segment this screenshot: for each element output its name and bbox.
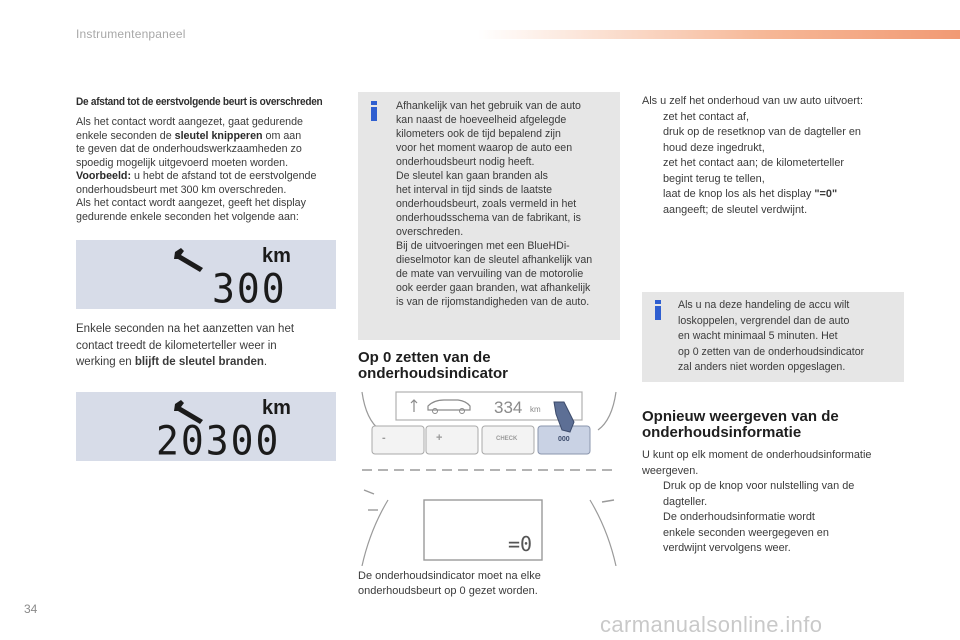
text-line: onderhoudsbeurt met 300 km overschreden. [76,183,287,196]
text-line: U kunt op elk moment de onderhoudsinformatie [642,449,872,461]
text-line: overschreden. [396,226,464,238]
list-item [642,479,912,557]
heading-line: Opnieuw weergeven van de [642,408,839,425]
heading-line: onderhoudsinformatie [642,424,802,441]
text-line: de mate van vervuiling van de motorolie [396,268,584,280]
text-line: Als het contact wordt aangezet, geeft het display [76,197,306,209]
text-line: zet het contact af, [663,110,749,123]
text-line: Bij de uitvoeringen met een BlueHDi- [396,240,570,252]
text-line: ook eerder gaan branden, wat afhankelijk [396,282,591,294]
wrench-icon [172,246,208,274]
info-icon [655,300,661,320]
section-heading-reset [358,350,508,382]
text-line: verdwijnt vervolgens weer. [663,542,791,554]
odometer-reading: 334 [494,398,523,417]
lcd-display-odometer [76,392,336,465]
heading-line: onderhoudsindicator [358,365,508,382]
text-line: kan naast de hoeveelheid afgelegde [396,114,567,126]
text-line: onderhoudsbeurt, zoals vermeld in het [396,198,577,210]
text-line: begint terug te tellen, [663,172,765,185]
dashboard-illustration [358,390,620,566]
odometer-value: 300 [212,265,287,313]
text-line: De onderhoudsindicator moet na elke [358,570,541,582]
text-line: loskoppelen, vergrendel dan de auto [678,314,850,327]
text-line: Als u na deze handeling de accu wilt [678,299,850,311]
paragraph-key-stays-on [76,321,346,371]
lcd-display-overdue [76,240,336,313]
check-button-label: CHECK [496,436,518,442]
text-line: zet het contact aan; de kilometerteller [663,157,845,169]
watermark: carmanualsonline.info [600,612,823,637]
unit-km-label: km [262,245,291,267]
text-line: druk op de resetknop van de dagteller en [663,126,861,138]
text-line: te geven dat de onderhoudswerkzaamheden zo [76,143,302,155]
reset-button-label: 000 [558,436,570,443]
info-text [396,99,618,309]
paragraph-overdue-intro [76,116,346,224]
text-line: De onderhoudsinformatie wordt [663,511,815,523]
reset-display-value: =0 [508,532,533,556]
text-line: enkele seconden de sleutel knipperen om aan [76,129,302,142]
dashboard-drawing [358,390,620,566]
instructions-self-service [642,94,910,218]
trip-minus-button-label: - [382,432,386,444]
running-header: Instrumentenpaneel [76,27,186,41]
text-line: houd deze ingedrukt, [663,141,765,154]
caption-reset [358,569,620,599]
info-text [678,298,902,376]
text-line: het interval in tijd sinds de laatste [396,184,553,196]
text-line: is van de rijomstandigheden van de auto. [396,296,590,308]
heading-line: Op 0 zetten van de [358,349,491,366]
text-line: gedurende enkele seconden het volgende aan: [76,210,299,223]
text-line: onderhoudsbeurt nodig heeft. [396,156,535,168]
list-item [642,125,910,156]
text-line: werking en blijft de sleutel branden. [76,356,268,368]
text-line: De sleutel kan gaan branden als [396,170,548,182]
section-heading-overdue: De afstand tot de eerstvolgende beurt is overschreden [76,96,323,108]
text-line: dagteller. [663,495,708,508]
text-line: Als het contact wordt aangezet, gaat gedurende [76,116,303,128]
text-line: Druk op de knop voor nulstelling van de [663,480,855,492]
text-line: Afhankelijk van het gebruik van de auto [396,100,581,112]
text-line: Voorbeeld: u hebt de afstand tot de eerstvolgende [76,170,317,182]
text-line: kilometers ook de tijd bepalend zijn [396,128,561,140]
unit-km-label: km [262,397,291,419]
info-box-battery [642,292,904,382]
text-line: weergeven. [642,464,699,477]
text-line: laat de knop los als het display "=0" [663,188,838,200]
info-icon [371,101,377,121]
header-decoration-bar [478,30,960,39]
text-line: spoedig mogelijk uitgevoerd moeten worden. [76,156,289,169]
odometer-value: 20300 [156,417,281,465]
text-line: zal anders niet worden opgeslagen. [678,361,846,373]
text-line: onderhoudsschema van de fabrikant, is [396,212,581,224]
text-line: contact treedt de kilometerteller weer in [76,339,277,352]
text-line: enkele seconden weergegeven en [663,526,829,539]
page-number: 34 [24,602,38,616]
odometer-unit: km [530,405,541,414]
text-line: onderhoudsbeurt op 0 gezet worden. [358,585,538,597]
paragraph-redisplay [642,448,912,557]
instructions-intro: Als u zelf het onderhoud van uw auto uitvoert: [642,95,863,107]
text-line: Enkele seconden na het aanzetten van het [76,323,295,335]
list-item [642,156,910,187]
text-line: en wacht minimaal 5 minuten. Het [678,330,838,342]
info-box-time-interval [358,92,620,340]
text-line: op 0 zetten van de onderhoudsindicator [678,345,865,358]
section-heading-redisplay [642,409,839,441]
list-item [642,187,910,218]
text-line: voor het moment waarop de auto een [396,142,573,154]
list-item [642,110,910,126]
text-line: aangeeft; de sleutel verdwijnt. [663,203,808,216]
text-line: dieselmotor kan de sleutel afhankelijk van [396,254,593,266]
trip-plus-button-label: + [436,432,443,444]
